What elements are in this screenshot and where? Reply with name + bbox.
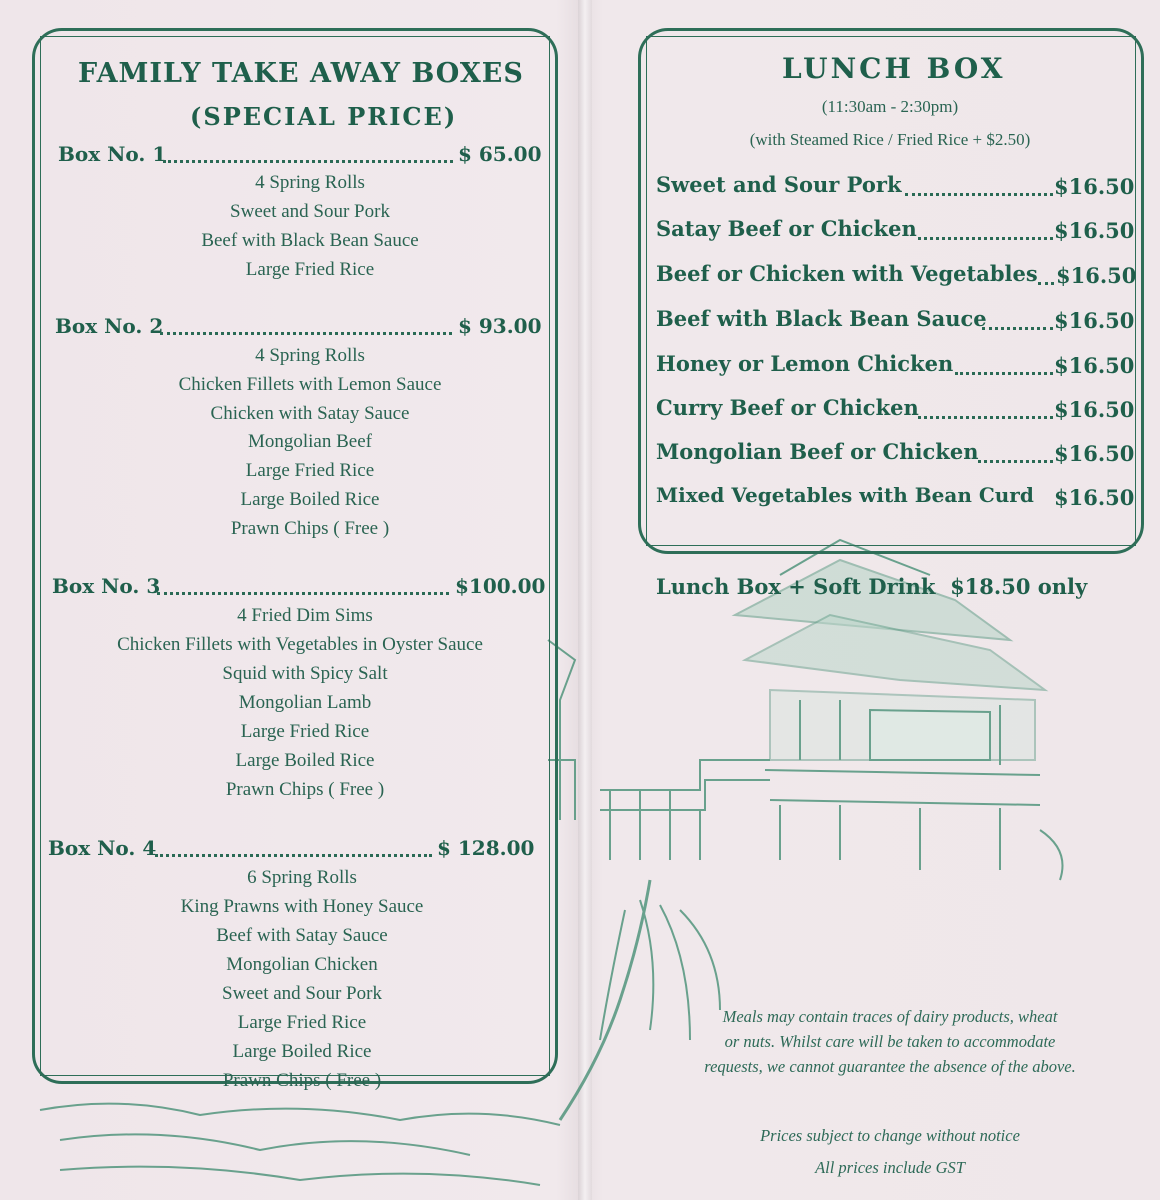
box-4-item: Prawn Chips ( Free )	[222, 1070, 382, 1091]
box-2-item: Large Boiled Rice	[240, 489, 380, 510]
box-1-price: $ 65.00	[458, 142, 542, 166]
box-4-price: $ 128.00	[437, 836, 535, 860]
lunch-leader	[1038, 282, 1054, 285]
lunch-leader	[982, 327, 1053, 330]
lunch-item-price: $16.50	[1054, 397, 1135, 422]
lunch-hours: (11:30am - 2:30pm)	[821, 97, 959, 116]
box-3-item: Mongolian Lamb	[238, 692, 372, 713]
lunch-leader	[918, 237, 1053, 240]
box-1-item: 4 Spring Rolls	[255, 172, 365, 193]
box-2-item: Chicken Fillets with Lemon Sauce	[178, 374, 442, 395]
box-4-item: Mongolian Chicken	[226, 954, 378, 975]
box-3-item: Large Boiled Rice	[235, 750, 375, 771]
box-2-name: Box No. 2	[55, 314, 164, 338]
lunch-item-price: $16.50	[1054, 218, 1135, 243]
box-2-price: $ 93.00	[458, 314, 542, 338]
box-1-item: Sweet and Sour Pork	[230, 201, 390, 222]
lunch-leader	[978, 460, 1053, 463]
lunch-item-name: Beef or Chicken with Vegetables	[656, 261, 1038, 286]
box-3-item: Large Fried Rice	[240, 721, 370, 742]
box-4-item: Large Fried Rice	[237, 1012, 367, 1033]
lunch-leader	[905, 193, 1053, 196]
box-1-leader	[163, 160, 453, 163]
box-1-item: Beef with Black Bean Sauce	[201, 230, 419, 251]
allergy-line: requests, we cannot guarantee the absence of the above.	[704, 1057, 1076, 1076]
box-3-item: 4 Fried Dim Sims	[237, 605, 373, 626]
lunch-item-price: $16.50	[1054, 485, 1135, 510]
box-2-item: Prawn Chips ( Free )	[230, 518, 390, 539]
box-3-name: Box No. 3	[52, 574, 161, 598]
price-note-line: Prices subject to change without notice	[760, 1126, 1020, 1145]
price-note	[640, 1120, 1140, 1184]
box-4-leader	[155, 854, 432, 857]
box-4-item: Beef with Satay Sauce	[216, 925, 388, 946]
lunch-item-name: Sweet and Sour Pork	[656, 172, 902, 197]
lunch-item-name: Satay Beef or Chicken	[656, 216, 917, 241]
box-3-item: Squid with Spicy Salt	[222, 663, 388, 684]
box-3-price: $100.00	[455, 574, 546, 598]
lunch-item-name: Honey or Lemon Chicken	[656, 351, 954, 376]
lunch-drink-deal: Lunch Box + Soft Drink $18.50 only	[656, 574, 1088, 599]
box-4-item: Large Boiled Rice	[232, 1041, 372, 1062]
box-2-item: Chicken with Satay Sauce	[210, 403, 410, 424]
lunch-leader	[918, 416, 1053, 419]
family-subtitle: (SPECIAL PRICE)	[190, 102, 458, 131]
allergy-line: Meals may contain traces of dairy products, wheat	[722, 1007, 1058, 1026]
lunch-item-price: $16.50	[1054, 441, 1135, 466]
lunch-item-name: Mixed Vegetables with Bean Curd	[656, 483, 1034, 507]
box-4-item: 6 Spring Rolls	[247, 867, 357, 888]
box-4-name: Box No. 4	[48, 836, 157, 860]
box-3-item: Chicken Fillets with Vegetables in Oyster Sauce	[117, 634, 483, 655]
lunch-item-price: $16.50	[1056, 263, 1137, 288]
box-3-leader	[157, 592, 449, 595]
box-3-item: Prawn Chips ( Free )	[225, 779, 385, 800]
box-1-item: Large Fried Rice	[245, 259, 375, 280]
lunch-item-price: $16.50	[1054, 308, 1135, 333]
box-4-item: King Prawns with Honey Sauce	[180, 896, 424, 917]
lunch-leader	[955, 372, 1053, 375]
price-note-line: All prices include GST	[815, 1158, 965, 1177]
lunch-item-name: Mongolian Beef or Chicken	[656, 439, 979, 464]
lunch-title: LUNCH BOX	[782, 52, 1006, 85]
box-2-item: 4 Spring Rolls	[255, 345, 365, 366]
box-2-leader	[160, 332, 452, 335]
lunch-rice-note: (with Steamed Rice / Fried Rice + $2.50)	[749, 130, 1031, 149]
box-2-item: Large Fried Rice	[245, 460, 375, 481]
lunch-item-name: Beef with Black Bean Sauce	[656, 306, 987, 331]
box-4-item: Sweet and Sour Pork	[222, 983, 382, 1004]
allergy-note	[640, 1004, 1140, 1079]
allergy-line: or nuts. Whilst care will be taken to accommodate	[724, 1032, 1056, 1051]
family-title: FAMILY TAKE AWAY BOXES	[78, 58, 524, 89]
lunch-item-price: $16.50	[1054, 174, 1135, 199]
box-2-item: Mongolian Beef	[247, 431, 372, 452]
lunch-item-name: Curry Beef or Chicken	[656, 395, 919, 420]
lunch-item-price: $16.50	[1054, 353, 1135, 378]
box-1-name: Box No. 1	[58, 142, 167, 166]
